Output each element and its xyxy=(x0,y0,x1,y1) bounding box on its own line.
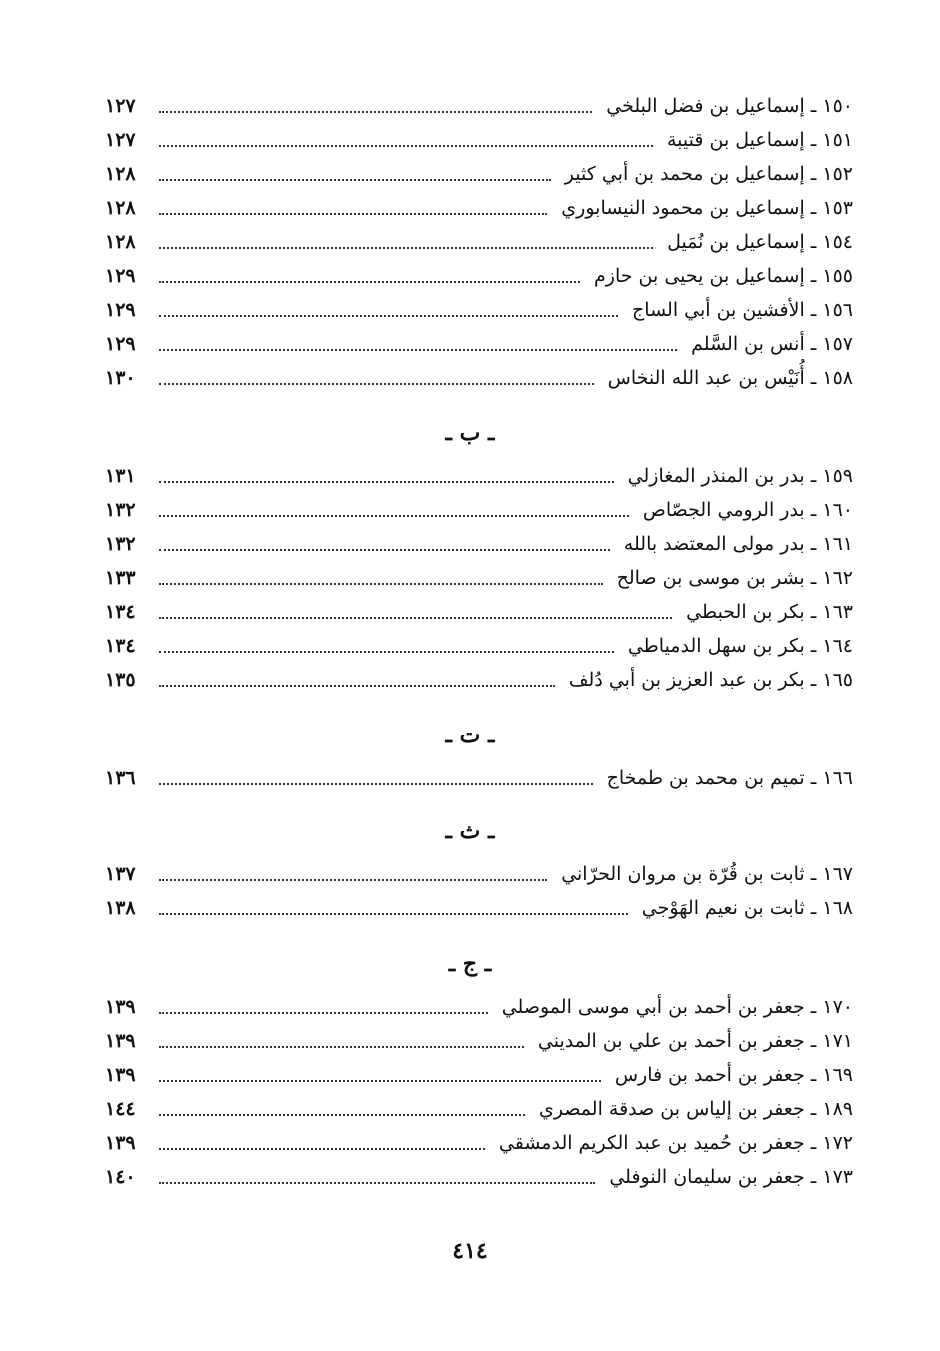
section-header: ـ ج ـ xyxy=(448,951,492,977)
dot-leader xyxy=(159,913,628,915)
index-entry xyxy=(105,259,853,293)
dot-leader xyxy=(159,281,580,283)
entry-name: ١٦٧ ـ ثابت بن قُرّة بن مروان الحرّاني xyxy=(561,863,853,885)
dot-leader xyxy=(159,247,653,249)
entry-name: ١٥٤ ـ إسماعيل بن نُمَيل xyxy=(667,231,853,253)
entry-name: ١٦١ ـ بدر مولى المعتضد بالله xyxy=(623,533,853,555)
entry-page-number: ١٣١ xyxy=(105,465,136,487)
section-header: ـ ت ـ xyxy=(445,722,495,748)
index-entry xyxy=(105,225,853,259)
entry-name: ١٥٩ ـ بدر بن المنذر المغازلي xyxy=(627,465,853,487)
entry-page-number: ١٣٩ xyxy=(105,1132,136,1154)
index-entry xyxy=(105,1126,853,1160)
entry-name: ١٦٦ ـ تميم بن محمد بن طمخاج xyxy=(606,767,853,789)
index-entry xyxy=(105,293,853,327)
dot-leader xyxy=(159,1182,595,1184)
index-entry xyxy=(105,459,853,493)
dot-leader xyxy=(159,685,555,687)
dot-leader xyxy=(159,879,547,881)
entry-name: ١٥٥ ـ إسماعيل بن يحيى بن حازم xyxy=(594,265,853,287)
index-entry xyxy=(105,493,853,527)
index-entry xyxy=(105,327,853,361)
index-entry xyxy=(105,990,853,1024)
index-entry xyxy=(105,191,853,225)
entry-name: ١٧١ ـ جعفر بن أحمد بن علي بن المديني xyxy=(537,1030,853,1052)
entry-name: ١٨٩ ـ جعفر بن إلياس بن صدقة المصري xyxy=(538,1098,853,1120)
index-entry xyxy=(105,857,853,891)
dot-leader xyxy=(159,213,547,215)
entry-name: ١٧٣ ـ جعفر بن سليمان النوفلي xyxy=(609,1166,853,1188)
dot-leader xyxy=(159,383,594,385)
index-entry xyxy=(105,527,853,561)
entry-page-number: ١٣٩ xyxy=(105,1030,136,1052)
index-entry xyxy=(105,123,853,157)
index-entry xyxy=(105,361,853,395)
entry-page-number: ١٢٩ xyxy=(105,299,136,321)
entry-page-number: ١٣٨ xyxy=(105,897,136,919)
entry-name: ١٥٦ ـ الأفشين بن أبي الساج xyxy=(632,299,853,321)
index-entry xyxy=(105,1058,853,1092)
entry-page-number: ١٣٦ xyxy=(105,767,136,789)
entry-name: ١٦٣ ـ بكر بن الحبطي xyxy=(686,601,853,623)
entry-name: ١٥٧ ـ أنس بن السَّلم xyxy=(691,333,853,355)
index-entry xyxy=(105,561,853,595)
dot-leader xyxy=(159,145,653,147)
index-entry xyxy=(105,663,853,697)
dot-leader xyxy=(159,1046,524,1048)
index-entry xyxy=(105,629,853,663)
dot-leader xyxy=(159,1148,485,1150)
dot-leader xyxy=(159,549,610,551)
dot-leader xyxy=(159,617,672,619)
dot-leader xyxy=(159,111,592,113)
index-entry xyxy=(105,1160,853,1194)
index-entry xyxy=(105,1092,853,1126)
entry-page-number: ١٣٩ xyxy=(105,1064,136,1086)
dot-leader xyxy=(159,1080,601,1082)
entry-name: ١٦٠ ـ بدر الرومي الجصّاص xyxy=(642,499,853,521)
section-header: ـ ث ـ xyxy=(445,818,495,844)
index-entry xyxy=(105,157,853,191)
entry-name: ١٦٩ ـ جعفر بن أحمد بن فارس xyxy=(614,1064,853,1086)
dot-leader xyxy=(159,1012,488,1014)
dot-leader xyxy=(159,349,677,351)
entry-name: ١٥٨ ـ أُنَيْس بن عبد الله النخاس xyxy=(607,367,853,389)
entry-page-number: ١٢٩ xyxy=(105,265,136,287)
entry-name: ١٦٢ ـ بشر بن موسى بن صالح xyxy=(616,567,853,589)
entry-page-number: ١٣٢ xyxy=(105,533,136,555)
index-entry xyxy=(105,1024,853,1058)
entry-page-number: ١٣٣ xyxy=(105,567,136,589)
entry-name: ١٥٣ ـ إسماعيل بن محمود النيسابوري xyxy=(561,197,853,219)
entry-page-number: ١٤٠ xyxy=(105,1166,136,1188)
entry-name: ١٦٨ ـ ثابت بن نعيم الهَوْجي xyxy=(641,897,853,919)
dot-leader xyxy=(159,651,614,653)
entry-page-number: ١٢٧ xyxy=(105,129,136,151)
entry-page-number: ١٢٧ xyxy=(105,95,136,117)
entry-page-number: ١٣٧ xyxy=(105,863,136,885)
entry-name: ١٥١ ـ إسماعيل بن قتيبة xyxy=(666,129,853,151)
index-entry xyxy=(105,595,853,629)
dot-leader xyxy=(159,583,603,585)
entry-name: ١٦٤ ـ بكر بن سهل الدمياطي xyxy=(627,635,853,657)
entry-page-number: ١٣٢ xyxy=(105,499,136,521)
entry-page-number: ١٢٨ xyxy=(105,163,136,185)
entry-name: ١٧٢ ـ جعفر بن حُميد بن عبد الكريم الدمشقي xyxy=(498,1132,853,1154)
index-entry xyxy=(105,761,853,795)
page-number: ٤١٤ xyxy=(452,1238,488,1264)
entry-page-number: ١٣٠ xyxy=(105,367,136,389)
index-entry xyxy=(105,89,853,123)
index-entry xyxy=(105,891,853,925)
dot-leader xyxy=(159,1114,525,1116)
entry-page-number: ١٣٤ xyxy=(105,635,136,657)
entry-page-number: ١٤٤ xyxy=(105,1098,136,1120)
dot-leader xyxy=(159,315,618,317)
entry-page-number: ١٢٨ xyxy=(105,231,136,253)
dot-leader xyxy=(159,179,551,181)
dot-leader xyxy=(159,481,614,483)
dot-leader xyxy=(159,515,629,517)
entry-page-number: ١٣٤ xyxy=(105,601,136,623)
entry-name: ١٦٥ ـ بكر بن عبد العزيز بن أبي دُلف xyxy=(568,669,853,691)
entry-name: ١٧٠ ـ جعفر بن أحمد بن أبي موسى الموصلي xyxy=(501,996,853,1018)
dot-leader xyxy=(159,783,593,785)
entry-name: ١٥٠ ـ إسماعيل بن فضل البلخي xyxy=(606,95,853,117)
entry-page-number: ١٢٨ xyxy=(105,197,136,219)
section-header: ـ ب ـ xyxy=(445,420,495,446)
entry-name: ١٥٢ ـ إسماعيل بن محمد بن أبي كثير xyxy=(564,163,853,185)
entry-page-number: ١٢٩ xyxy=(105,333,136,355)
entry-page-number: ١٣٥ xyxy=(105,669,136,691)
entry-page-number: ١٣٩ xyxy=(105,996,136,1018)
